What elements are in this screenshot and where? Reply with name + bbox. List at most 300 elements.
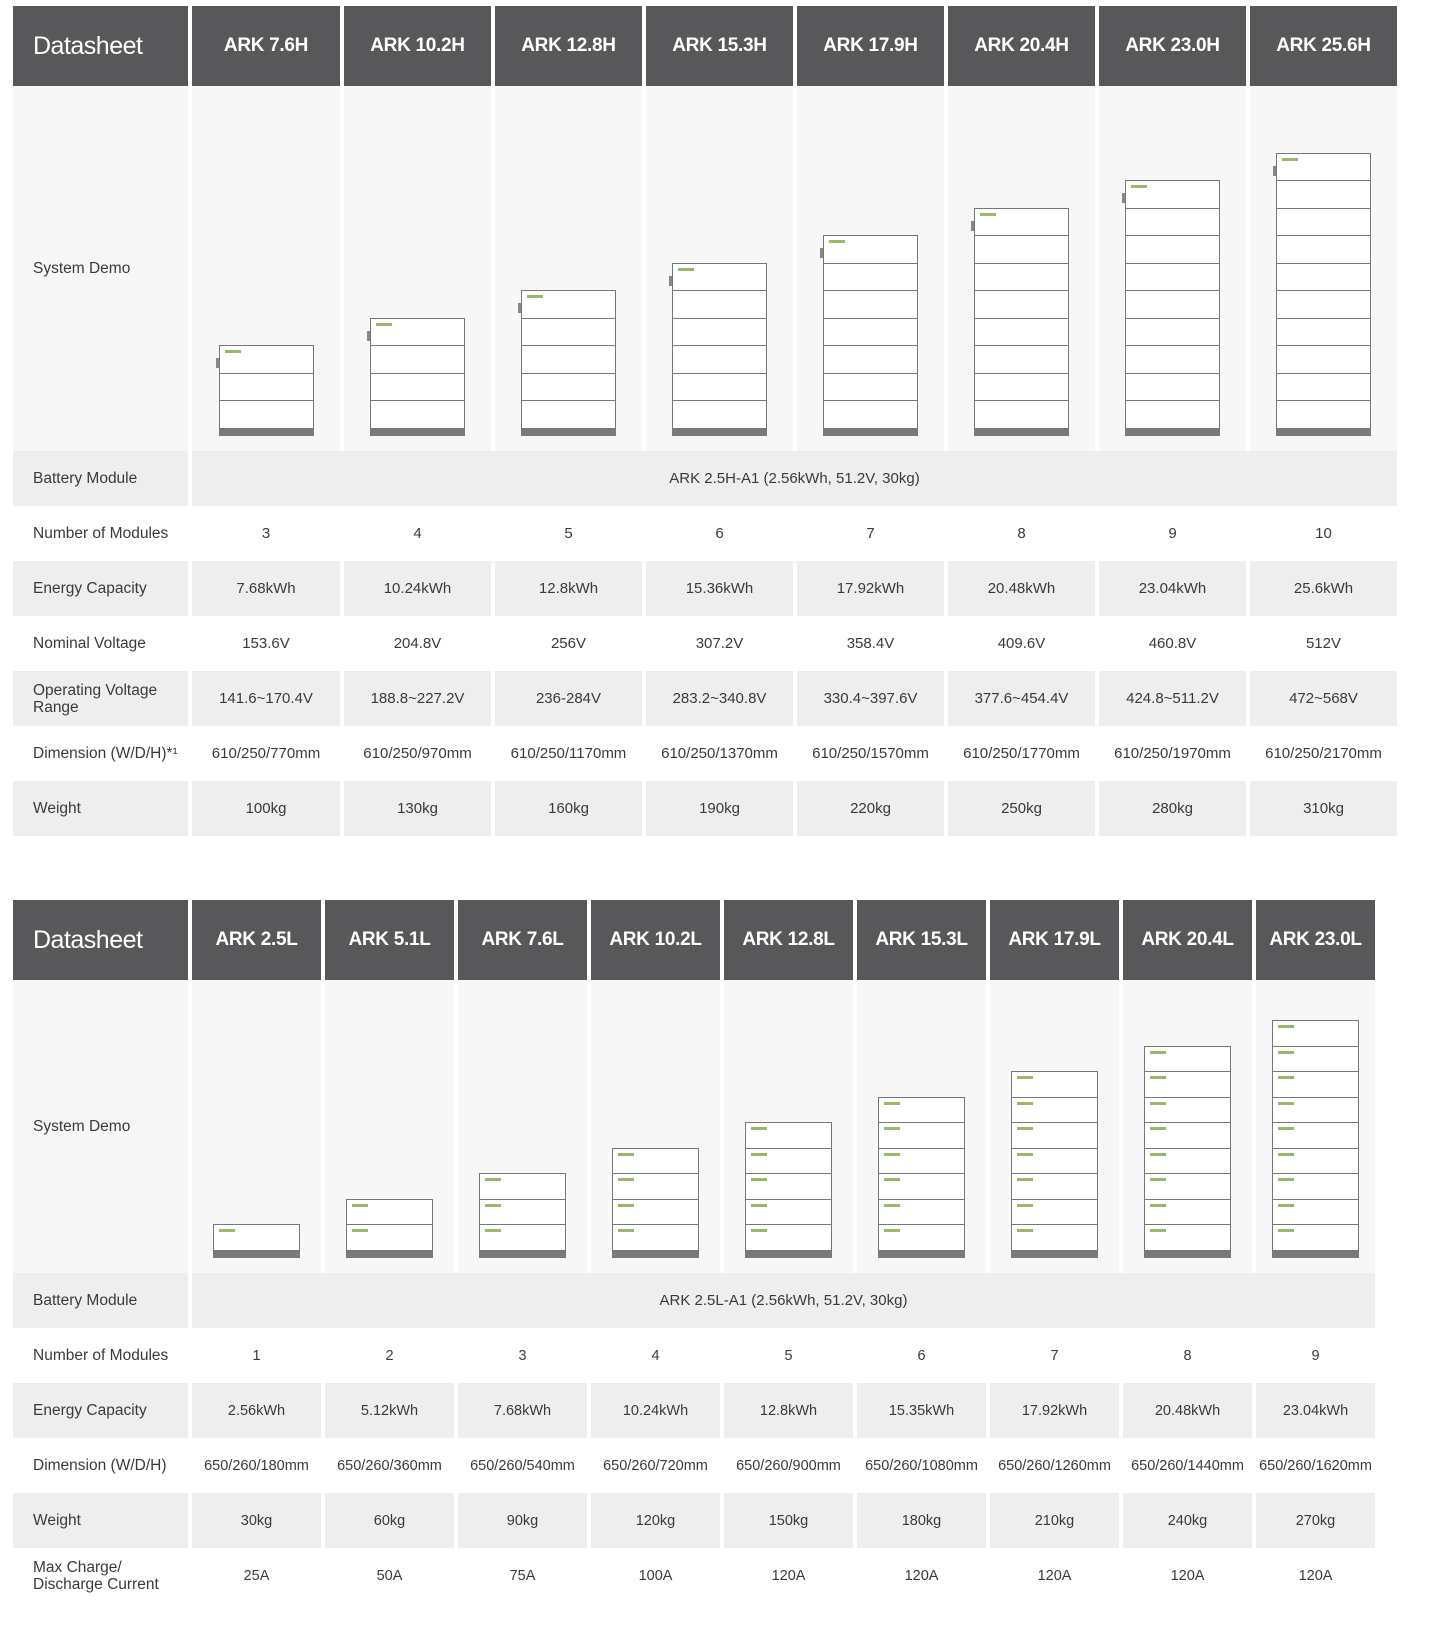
battery-module-icon bbox=[1011, 1097, 1098, 1124]
spec-value: 256V bbox=[491, 616, 642, 671]
model-header: ARK 10.2L bbox=[587, 900, 720, 980]
battery-module-icon bbox=[1272, 1173, 1359, 1200]
spec-value: 60kg bbox=[321, 1493, 454, 1548]
battery-module-icon bbox=[1144, 1173, 1231, 1200]
spec-value: 409.6V bbox=[944, 616, 1095, 671]
spec-value: 188.8~227.2V bbox=[340, 671, 491, 726]
spec-row bbox=[13, 616, 1435, 671]
system-demo-image bbox=[188, 980, 321, 1273]
spec-label: Weight bbox=[13, 781, 188, 836]
battery-module-icon bbox=[745, 1224, 832, 1251]
stack-base bbox=[219, 429, 314, 436]
system-demo-image bbox=[944, 86, 1095, 451]
brand-logo-icon bbox=[884, 1102, 900, 1105]
system-demo-image bbox=[321, 980, 454, 1273]
model-header: ARK 20.4L bbox=[1119, 900, 1252, 980]
model-header: ARK 17.9L bbox=[986, 900, 1119, 980]
spec-row bbox=[13, 1328, 1435, 1383]
system-demo-image bbox=[491, 86, 642, 451]
battery-module-icon bbox=[974, 345, 1069, 374]
model-header: ARK 17.9H bbox=[793, 6, 944, 86]
spec-value: 240kg bbox=[1119, 1493, 1252, 1548]
system-demo-image bbox=[986, 980, 1119, 1273]
battery-stack-icon bbox=[521, 292, 616, 437]
spec-value: 3 bbox=[454, 1328, 587, 1383]
spec-value: 610/250/970mm bbox=[340, 726, 491, 781]
brand-logo-icon bbox=[527, 295, 543, 298]
battery-module-icon bbox=[974, 290, 1069, 319]
battery-module-icon bbox=[672, 318, 767, 347]
model-header: ARK 2.5L bbox=[188, 900, 321, 980]
battery-module-icon bbox=[612, 1148, 699, 1175]
spec-value: 610/250/1570mm bbox=[793, 726, 944, 781]
stack-base bbox=[1272, 1251, 1359, 1258]
battery-module-icon bbox=[219, 373, 314, 402]
battery-module-icon bbox=[1125, 345, 1220, 374]
model-header: ARK 23.0L bbox=[1252, 900, 1375, 980]
brand-logo-icon bbox=[485, 1204, 501, 1207]
battery-module-icon bbox=[1125, 263, 1220, 292]
spec-value: 20.48kWh bbox=[1119, 1383, 1252, 1438]
battery-module-icon bbox=[823, 318, 918, 347]
stack-base bbox=[745, 1251, 832, 1258]
brand-logo-icon bbox=[618, 1229, 634, 1232]
spec-label: Nominal Voltage bbox=[13, 616, 188, 671]
brand-logo-icon bbox=[884, 1153, 900, 1156]
spec-value: 10.24kWh bbox=[340, 561, 491, 616]
brand-logo-icon bbox=[1278, 1229, 1294, 1232]
spec-value: 141.6~170.4V bbox=[188, 671, 340, 726]
battery-module-icon bbox=[745, 1148, 832, 1175]
battery-module-icon bbox=[974, 235, 1069, 264]
spec-value: 153.6V bbox=[188, 616, 340, 671]
stack-base bbox=[612, 1251, 699, 1258]
spec-value: 610/250/1770mm bbox=[944, 726, 1095, 781]
battery-module-icon bbox=[1272, 1046, 1359, 1073]
battery-module-icon bbox=[1144, 1199, 1231, 1226]
brand-logo-icon bbox=[1131, 185, 1147, 188]
brand-logo-icon bbox=[1150, 1229, 1166, 1232]
spec-value: 5.12kWh bbox=[321, 1383, 454, 1438]
spec-value: 17.92kWh bbox=[986, 1383, 1119, 1438]
battery-module-icon bbox=[521, 318, 616, 347]
spec-label: Weight bbox=[13, 1493, 188, 1548]
brand-logo-icon bbox=[1150, 1076, 1166, 1079]
battery-module-icon bbox=[1011, 1173, 1098, 1200]
spec-value: 20.48kWh bbox=[944, 561, 1095, 616]
battery-module-icon bbox=[1125, 235, 1220, 264]
spec-value: 100A bbox=[587, 1548, 720, 1603]
spec-value: 25.6kWh bbox=[1246, 561, 1397, 616]
brand-logo-icon bbox=[1017, 1229, 1033, 1232]
battery-module-icon bbox=[878, 1097, 965, 1124]
battery-module-icon bbox=[974, 318, 1069, 347]
battery-module-icon bbox=[1276, 235, 1371, 264]
brand-logo-icon bbox=[751, 1204, 767, 1207]
battery-module-icon bbox=[521, 373, 616, 402]
stack-base bbox=[521, 429, 616, 436]
spec-value: 1 bbox=[188, 1328, 321, 1383]
spec-label: Energy Capacity bbox=[13, 561, 188, 616]
spec-value: 6 bbox=[642, 506, 793, 561]
handle-icon bbox=[971, 221, 974, 231]
brand-logo-icon bbox=[1278, 1127, 1294, 1130]
spec-row bbox=[13, 1548, 1435, 1603]
spec-value: 120A bbox=[720, 1548, 853, 1603]
spec-value: 9 bbox=[1095, 506, 1246, 561]
battery-module-icon bbox=[370, 318, 465, 347]
brand-logo-icon bbox=[618, 1204, 634, 1207]
spec-value: 250kg bbox=[944, 781, 1095, 836]
battery-module-icon bbox=[1276, 180, 1371, 209]
battery-module-icon bbox=[479, 1173, 566, 1200]
stack-base bbox=[974, 429, 1069, 436]
spec-value: 120A bbox=[1119, 1548, 1252, 1603]
spec-value: 330.4~397.6V bbox=[793, 671, 944, 726]
handle-icon bbox=[518, 303, 521, 313]
brand-logo-icon bbox=[751, 1127, 767, 1130]
battery-module-icon bbox=[1276, 373, 1371, 402]
battery-module-icon bbox=[1144, 1148, 1231, 1175]
battery-stack-icon bbox=[1144, 1047, 1231, 1258]
battery-module-icon bbox=[479, 1199, 566, 1226]
stack-base bbox=[823, 429, 918, 436]
brand-logo-icon bbox=[829, 240, 845, 243]
brand-logo-icon bbox=[1017, 1153, 1033, 1156]
battery-module-icon bbox=[1125, 400, 1220, 429]
spec-row bbox=[13, 1493, 1435, 1548]
spec-value: 7 bbox=[986, 1328, 1119, 1383]
system-demo-label: System Demo bbox=[13, 86, 188, 451]
spec-row bbox=[13, 781, 1435, 836]
system-demo-image bbox=[1119, 980, 1252, 1273]
spec-value: 210kg bbox=[986, 1493, 1119, 1548]
spec-label: Dimension (W/D/H) bbox=[13, 1438, 188, 1493]
spec-value: 280kg bbox=[1095, 781, 1246, 836]
brand-logo-icon bbox=[1278, 1025, 1294, 1028]
battery-module-icon bbox=[878, 1224, 965, 1251]
brand-logo-icon bbox=[618, 1178, 634, 1181]
spec-value: 25A bbox=[188, 1548, 321, 1603]
battery-module-icon bbox=[823, 263, 918, 292]
spec-value: 610/250/1970mm bbox=[1095, 726, 1246, 781]
spec-value: 75A bbox=[454, 1548, 587, 1603]
spec-value: 650/260/900mm bbox=[720, 1438, 853, 1493]
spec-row bbox=[13, 1383, 1435, 1438]
brand-logo-icon bbox=[751, 1229, 767, 1232]
battery-module-icon bbox=[1272, 1122, 1359, 1149]
spec-value: 8 bbox=[1119, 1328, 1252, 1383]
battery-module-icon bbox=[1276, 208, 1371, 237]
spec-value: 610/250/1170mm bbox=[491, 726, 642, 781]
battery-stack-icon bbox=[672, 264, 767, 436]
battery-module-icon bbox=[1272, 1071, 1359, 1098]
system-demo-image bbox=[188, 86, 340, 451]
battery-module-icon bbox=[346, 1199, 433, 1226]
battery-module-icon bbox=[878, 1199, 965, 1226]
battery-module-icon bbox=[1276, 318, 1371, 347]
brand-logo-icon bbox=[678, 268, 694, 271]
brand-logo-icon bbox=[751, 1178, 767, 1181]
battery-stack-icon bbox=[1272, 1022, 1359, 1259]
battery-module-icon bbox=[521, 290, 616, 319]
battery-module-icon bbox=[878, 1122, 965, 1149]
spec-value: 610/250/2170mm bbox=[1246, 726, 1397, 781]
spec-value: 650/260/1620mm bbox=[1252, 1438, 1375, 1493]
battery-module-icon bbox=[370, 345, 465, 374]
spec-value: 310kg bbox=[1246, 781, 1397, 836]
spec-value: 4 bbox=[340, 506, 491, 561]
battery-stack-icon bbox=[1011, 1073, 1098, 1259]
battery-module-icon bbox=[1144, 1122, 1231, 1149]
spec-value: 377.6~454.4V bbox=[944, 671, 1095, 726]
brand-logo-icon bbox=[1017, 1204, 1033, 1207]
spec-value: 9 bbox=[1252, 1328, 1375, 1383]
system-demo-label: System Demo bbox=[13, 980, 188, 1273]
stack-base bbox=[1011, 1251, 1098, 1258]
spec-row bbox=[13, 671, 1435, 726]
spec-value: 10 bbox=[1246, 506, 1397, 561]
l-series-datasheet bbox=[13, 900, 1435, 1603]
spec-value: 15.35kWh bbox=[853, 1383, 986, 1438]
model-header: ARK 7.6L bbox=[454, 900, 587, 980]
spec-value: 120A bbox=[853, 1548, 986, 1603]
battery-module-icon bbox=[370, 400, 465, 429]
brand-logo-icon bbox=[1278, 1076, 1294, 1079]
system-demo-image bbox=[340, 86, 491, 451]
spec-row bbox=[13, 506, 1435, 561]
system-demo-image bbox=[853, 980, 986, 1273]
brand-logo-icon bbox=[1150, 1153, 1166, 1156]
spec-value: 472~568V bbox=[1246, 671, 1397, 726]
battery-module-icon bbox=[219, 400, 314, 429]
header-row bbox=[13, 900, 1435, 980]
system-demo-image bbox=[1095, 86, 1246, 451]
battery-module-value: ARK 2.5H-A1 (2.56kWh, 51.2V, 30kg) bbox=[188, 451, 1397, 506]
spec-value: 650/260/1440mm bbox=[1119, 1438, 1252, 1493]
stack-base bbox=[370, 429, 465, 436]
brand-logo-icon bbox=[1150, 1178, 1166, 1181]
battery-stack-icon bbox=[213, 1226, 300, 1259]
battery-module-icon bbox=[612, 1224, 699, 1251]
model-header: ARK 10.2H bbox=[340, 6, 491, 86]
battery-module-icon bbox=[1011, 1148, 1098, 1175]
spec-value: 424.8~511.2V bbox=[1095, 671, 1246, 726]
spec-value: 650/260/1080mm bbox=[853, 1438, 986, 1493]
spec-value: 90kg bbox=[454, 1493, 587, 1548]
handle-icon bbox=[820, 248, 823, 258]
header-row bbox=[13, 6, 1435, 86]
spec-value: 130kg bbox=[340, 781, 491, 836]
battery-module-label: Battery Module bbox=[13, 1273, 188, 1328]
spec-value: 2 bbox=[321, 1328, 454, 1383]
spec-value: 15.36kWh bbox=[642, 561, 793, 616]
battery-module-icon bbox=[745, 1122, 832, 1149]
battery-stack-icon bbox=[823, 237, 918, 437]
spec-label: Number of Modules bbox=[13, 506, 188, 561]
spec-value: 650/260/720mm bbox=[587, 1438, 720, 1493]
spec-value: 3 bbox=[188, 506, 340, 561]
battery-stack-icon bbox=[1276, 154, 1371, 436]
battery-module-icon bbox=[1125, 180, 1220, 209]
battery-module-label: Battery Module bbox=[13, 451, 188, 506]
spec-value: 610/250/1370mm bbox=[642, 726, 793, 781]
battery-stack-icon bbox=[479, 1175, 566, 1259]
battery-module-icon bbox=[370, 373, 465, 402]
spec-value: 650/260/1260mm bbox=[986, 1438, 1119, 1493]
spec-label: Number of Modules bbox=[13, 1328, 188, 1383]
spec-label: Energy Capacity bbox=[13, 1383, 188, 1438]
battery-module-icon bbox=[823, 345, 918, 374]
brand-logo-icon bbox=[1150, 1051, 1166, 1054]
battery-module-icon bbox=[672, 263, 767, 292]
battery-stack-icon bbox=[974, 209, 1069, 436]
model-header: ARK 20.4H bbox=[944, 6, 1095, 86]
spec-value: 12.8kWh bbox=[491, 561, 642, 616]
battery-module-icon bbox=[974, 373, 1069, 402]
spec-value: 5 bbox=[720, 1328, 853, 1383]
system-demo-image bbox=[1246, 86, 1397, 451]
model-header: ARK 5.1L bbox=[321, 900, 454, 980]
battery-module-icon bbox=[745, 1173, 832, 1200]
brand-logo-icon bbox=[352, 1229, 368, 1232]
brand-logo-icon bbox=[1278, 1153, 1294, 1156]
handle-icon bbox=[216, 358, 219, 368]
spec-value: 650/260/540mm bbox=[454, 1438, 587, 1493]
brand-logo-icon bbox=[1278, 1102, 1294, 1105]
brand-logo-icon bbox=[1278, 1178, 1294, 1181]
brand-logo-icon bbox=[1017, 1127, 1033, 1130]
battery-stack-icon bbox=[878, 1098, 965, 1258]
battery-module-icon bbox=[1144, 1097, 1231, 1124]
battery-module-icon bbox=[823, 290, 918, 319]
brand-logo-icon bbox=[219, 1229, 235, 1232]
handle-icon bbox=[1122, 193, 1125, 203]
brand-logo-icon bbox=[225, 350, 241, 353]
handle-icon bbox=[1273, 166, 1276, 176]
battery-module-icon bbox=[974, 263, 1069, 292]
battery-module-icon bbox=[1144, 1046, 1231, 1073]
spec-value: 358.4V bbox=[793, 616, 944, 671]
battery-module-icon bbox=[823, 400, 918, 429]
battery-module-icon bbox=[1144, 1071, 1231, 1098]
brand-logo-icon bbox=[884, 1178, 900, 1181]
system-demo-image bbox=[793, 86, 944, 451]
battery-stack-icon bbox=[745, 1124, 832, 1259]
battery-module-icon bbox=[974, 400, 1069, 429]
spec-value: 120A bbox=[1252, 1548, 1375, 1603]
battery-module-icon bbox=[672, 373, 767, 402]
spec-value: 120kg bbox=[587, 1493, 720, 1548]
battery-module-icon bbox=[1011, 1224, 1098, 1251]
model-header: ARK 23.0H bbox=[1095, 6, 1246, 86]
spec-value: 283.2~340.8V bbox=[642, 671, 793, 726]
brand-logo-icon bbox=[1150, 1102, 1166, 1105]
spec-value: 204.8V bbox=[340, 616, 491, 671]
system-demo-image bbox=[587, 980, 720, 1273]
battery-module-icon bbox=[823, 373, 918, 402]
spec-row bbox=[13, 1438, 1435, 1493]
spec-value: 512V bbox=[1246, 616, 1397, 671]
spec-value: 307.2V bbox=[642, 616, 793, 671]
spec-value: 7.68kWh bbox=[454, 1383, 587, 1438]
h-series-datasheet bbox=[13, 6, 1435, 836]
system-demo-row bbox=[13, 980, 1435, 1273]
battery-stack-icon bbox=[346, 1200, 433, 1258]
system-demo-image bbox=[642, 86, 793, 451]
model-header: ARK 25.6H bbox=[1246, 6, 1397, 86]
battery-module-icon bbox=[878, 1173, 965, 1200]
system-demo-image bbox=[454, 980, 587, 1273]
battery-module-row bbox=[13, 451, 1435, 506]
system-demo-row bbox=[13, 86, 1435, 451]
spec-value: 650/260/360mm bbox=[321, 1438, 454, 1493]
battery-module-icon bbox=[612, 1199, 699, 1226]
stack-base bbox=[213, 1251, 300, 1258]
battery-module-icon bbox=[1125, 373, 1220, 402]
brand-logo-icon bbox=[884, 1204, 900, 1207]
battery-module-icon bbox=[672, 290, 767, 319]
spec-label: Operating Voltage Range bbox=[13, 671, 188, 726]
brand-logo-icon bbox=[352, 1204, 368, 1207]
spec-value: 6 bbox=[853, 1328, 986, 1383]
brand-logo-icon bbox=[618, 1153, 634, 1156]
spec-value: 7.68kWh bbox=[188, 561, 340, 616]
battery-module-icon bbox=[521, 400, 616, 429]
battery-module-icon bbox=[1011, 1071, 1098, 1098]
brand-logo-icon bbox=[1278, 1051, 1294, 1054]
spec-value: 150kg bbox=[720, 1493, 853, 1548]
model-header: ARK 7.6H bbox=[188, 6, 340, 86]
stack-base bbox=[1144, 1251, 1231, 1258]
brand-logo-icon bbox=[884, 1127, 900, 1130]
stack-base bbox=[878, 1251, 965, 1258]
battery-module-icon bbox=[213, 1224, 300, 1251]
model-header: ARK 12.8L bbox=[720, 900, 853, 980]
spec-value: 610/250/770mm bbox=[188, 726, 340, 781]
battery-module-icon bbox=[1011, 1199, 1098, 1226]
system-demo-image bbox=[720, 980, 853, 1273]
spec-value: 23.04kWh bbox=[1252, 1383, 1375, 1438]
spec-value: 50A bbox=[321, 1548, 454, 1603]
battery-module-row bbox=[13, 1273, 1435, 1328]
battery-module-icon bbox=[745, 1199, 832, 1226]
brand-logo-icon bbox=[485, 1178, 501, 1181]
battery-module-icon bbox=[1125, 318, 1220, 347]
brand-logo-icon bbox=[1017, 1102, 1033, 1105]
brand-logo-icon bbox=[1150, 1127, 1166, 1130]
spec-value: 460.8V bbox=[1095, 616, 1246, 671]
spec-value: 4 bbox=[587, 1328, 720, 1383]
spec-value: 650/260/180mm bbox=[188, 1438, 321, 1493]
battery-module-icon bbox=[1272, 1199, 1359, 1226]
spec-value: 8 bbox=[944, 506, 1095, 561]
battery-module-icon bbox=[1276, 400, 1371, 429]
spec-value: 220kg bbox=[793, 781, 944, 836]
battery-module-icon bbox=[1276, 345, 1371, 374]
battery-module-icon bbox=[479, 1224, 566, 1251]
brand-logo-icon bbox=[751, 1153, 767, 1156]
spec-value: 7 bbox=[793, 506, 944, 561]
handle-icon bbox=[367, 331, 370, 341]
spec-value: 236-284V bbox=[491, 671, 642, 726]
battery-module-icon bbox=[1125, 290, 1220, 319]
spec-value: 180kg bbox=[853, 1493, 986, 1548]
model-header: ARK 15.3L bbox=[853, 900, 986, 980]
spec-value: 12.8kWh bbox=[720, 1383, 853, 1438]
brand-logo-icon bbox=[1282, 158, 1298, 161]
brand-logo-icon bbox=[1017, 1178, 1033, 1181]
